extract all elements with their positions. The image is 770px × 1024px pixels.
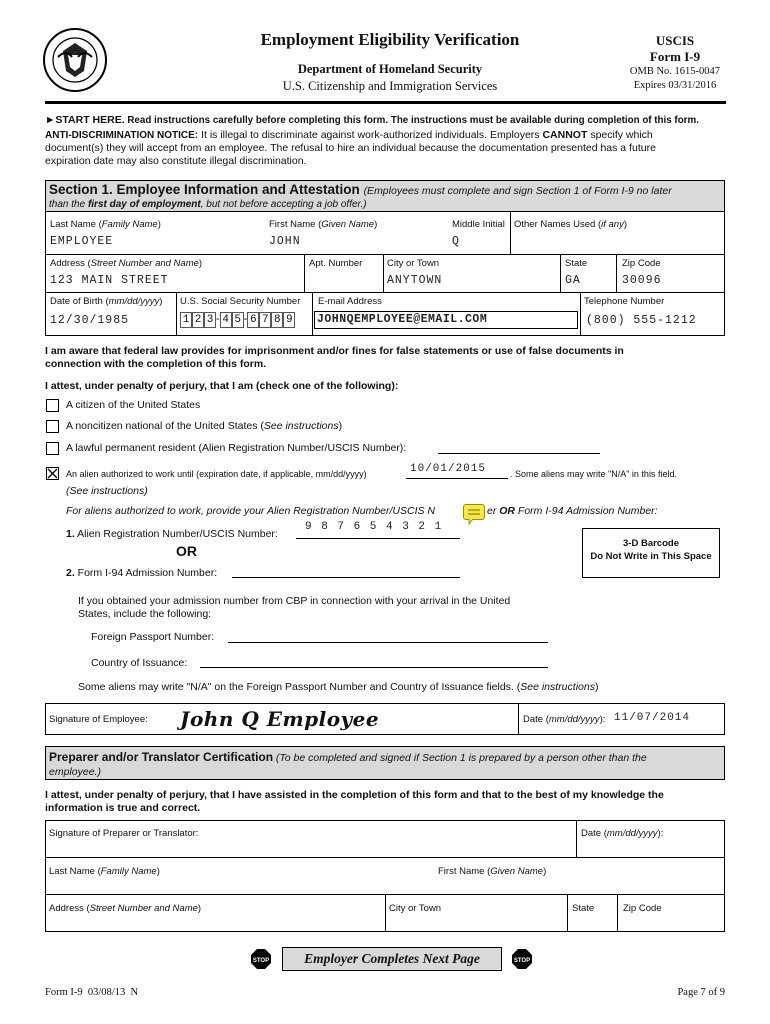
address-label: Address (Street Number and Name)	[50, 258, 203, 269]
zip-field[interactable]: 30096	[622, 274, 662, 287]
preparer-first-name-label: First Name (Given Name)	[438, 866, 547, 877]
email-label: E-mail Address	[318, 296, 382, 307]
preparer-zip-label: Zip Code	[623, 903, 662, 914]
preparer-address-label: Address (Street Number and Name)	[49, 903, 202, 914]
cbp-instruction: If you obtained your admission number from CBP in connection with your arrival in the United States, include the following:	[78, 595, 511, 620]
awareness-statement: I am aware that federal law provides for imprisonment and/or fines for false statements or use of false documents in connection with the completion of this form.	[45, 345, 624, 370]
apt-number-label: Apt. Number	[309, 258, 363, 269]
signature-date-label: Date (mm/dd/yyyy):	[523, 714, 606, 725]
svg-text:STOP: STOP	[252, 958, 270, 964]
address-field[interactable]: 123 MAIN STREET	[50, 274, 169, 287]
attestation-heading: I attest, under penalty of perjury, that I am (check one of the following):	[45, 380, 399, 392]
passport-field[interactable]	[228, 642, 548, 643]
state-label: State	[565, 258, 588, 269]
email-field[interactable]: JOHNQEMPLOYEE@EMAIL.COM	[314, 311, 578, 329]
provide-number-instruction: For aliens authorized to work, provide your Alien Registration Number/USCIS N	[66, 505, 436, 517]
citizen-label: A citizen of the United States	[66, 399, 201, 411]
ssn-digit[interactable]: 7	[259, 312, 271, 328]
first-name-label: First Name (Given Name)	[269, 219, 378, 230]
phone-field[interactable]: (800) 555-1212	[586, 314, 697, 327]
expiration-date-field[interactable]: 10/01/2015	[410, 463, 487, 475]
ssn-digit[interactable]: 5	[232, 312, 244, 328]
provide-number-tail: er OR Form I-94 Admission Number:	[487, 505, 658, 517]
uscis-label: USCIS	[655, 33, 695, 48]
section1-subtitle: (Employees must complete and sign Section 1 of Form I-9 no later	[363, 185, 672, 197]
form-title: Employment Eligibility Verification	[260, 30, 520, 49]
department: Department of Homeland Security	[297, 62, 483, 76]
preparer-attestation: I attest, under penalty of perjury, that I have assisted in the completion of this form and that to the best of my knowledge the information is true and correct.	[45, 789, 664, 814]
barcode-box: 3-D Barcode Do Not Write in This Space	[582, 528, 720, 578]
form-id: Form I-9 03/08/13 N	[45, 987, 139, 998]
state-field[interactable]: GA	[565, 274, 581, 287]
start-here: ►START HERE. Read instructions carefully before completing this form. The instructions must be available during completion of this form.	[45, 114, 699, 126]
signature-date-field[interactable]: 11/07/2014	[614, 712, 691, 724]
preparer-city-label: City or Town	[389, 903, 442, 914]
section1-header: Section 1. Employee Information and Attestation (Employees must complete and sign Section 1 of Form I-9 no later than the first day of employment, but not before accepting a job offer.)	[45, 180, 725, 212]
page-number: Page 7 of 9	[677, 987, 725, 998]
middle-initial-field[interactable]: Q	[452, 235, 460, 248]
ssn-field[interactable]: 1 2 3 - 4 5 - 6 7 8 9	[180, 312, 295, 328]
ssn-digit[interactable]: 8	[271, 312, 283, 328]
expiration: Expires 03/31/2016	[633, 80, 717, 91]
preparer-signature-label: Signature of Preparer or Translator:	[49, 828, 199, 839]
noncitizen-national-checkbox[interactable]	[46, 420, 59, 433]
preparer-state-label: State	[572, 903, 595, 914]
preparer-date-label: Date (mm/dd/yyyy):	[581, 828, 664, 839]
ssn-digit[interactable]: 2	[192, 312, 204, 328]
country-field[interactable]	[200, 667, 548, 668]
preparer-header: Preparer and/or Translator Certification (To be completed and signed if Section 1 is prepared by a person other than the employee.)	[45, 746, 725, 780]
phone-label: Telephone Number	[584, 296, 665, 307]
zip-label: Zip Code	[622, 258, 661, 269]
ssn-digit[interactable]: 3	[204, 312, 216, 328]
permanent-resident-label: A lawful permanent resident (Alien Registration Number/USCIS Number):	[66, 442, 407, 454]
last-name-field[interactable]: EMPLOYEE	[50, 235, 114, 248]
first-name-field[interactable]: JOHN	[269, 235, 301, 248]
ssn-label: U.S. Social Security Number	[180, 296, 301, 307]
form-number: Form I-9	[649, 49, 701, 64]
ssn-digit[interactable]: 1	[180, 312, 192, 328]
city-field[interactable]: ANYTOWN	[387, 274, 443, 287]
country-label: Country of Issuance:	[91, 657, 188, 669]
anti-discrimination-notice: ANTI-DISCRIMINATION NOTICE: It is illegal to discriminate against work-authorized individuals. Employers CANNOT specify which document(s) they will accept from an employee. The refusal to hire an individual because the documentation presented has a future expiration date may also constitute illegal discrimination.	[45, 129, 656, 167]
city-label: City or Town	[387, 258, 440, 269]
citizen-checkbox[interactable]	[46, 399, 59, 412]
na-note: . Some aliens may write "N/A" in this field.	[510, 469, 677, 479]
employer-next-page-banner: Employer Completes Next Page	[282, 947, 502, 971]
employee-signature-label: Signature of Employee:	[49, 714, 148, 725]
alien-authorized-label: An alien authorized to work until (expiration date, if applicable, mm/dd/yyyy)	[66, 469, 367, 479]
checked-x-icon	[47, 468, 58, 479]
preparer-last-name-label: Last Name (Family Name)	[49, 866, 160, 877]
noncitizen-national-label: A noncitizen national of the United States (See instructions)	[66, 420, 343, 432]
other-names-label: Other Names Used (if any)	[514, 219, 628, 230]
employee-signature[interactable]: John Q Employee	[180, 707, 380, 731]
last-name-label: Last Name (Family Name)	[50, 219, 161, 230]
header-divider	[45, 101, 726, 104]
see-instructions: (See instructions)	[66, 485, 148, 497]
ssn-digit[interactable]: 9	[283, 312, 295, 328]
section1-title: Section 1. Employee Information and Attestation	[49, 182, 360, 197]
comment-note-icon[interactable]	[463, 504, 485, 520]
svg-text:STOP: STOP	[513, 958, 531, 964]
stop-icon	[511, 948, 533, 970]
na-passport-note: Some aliens may write "N/A" on the Foreign Passport Number and Country of Issuance fields. (See instructions)	[78, 681, 599, 693]
or-label: OR	[176, 543, 197, 559]
stop-icon	[250, 948, 272, 970]
dob-label: Date of Birth (mm/dd/yyyy)	[50, 296, 163, 307]
middle-initial-label: Middle Initial	[452, 219, 505, 230]
ssn-digit[interactable]: 6	[247, 312, 259, 328]
agency: U.S. Citizenship and Immigration Services	[282, 79, 498, 93]
alien-registration-field[interactable]: 9 8 7 6 5 4 3 2 1	[305, 521, 443, 533]
permanent-resident-checkbox[interactable]	[46, 442, 59, 455]
dhs-seal	[42, 27, 108, 93]
omb-number: OMB No. 1615-0047	[629, 66, 721, 77]
ssn-digit[interactable]: 4	[220, 312, 232, 328]
i94-label: 2. Form I-94 Admission Number:	[66, 567, 218, 579]
alien-authorized-checkbox[interactable]	[46, 467, 59, 480]
dob-field[interactable]: 12/30/1985	[50, 314, 130, 327]
passport-label: Foreign Passport Number:	[91, 631, 215, 643]
alien-registration-label: 1. Alien Registration Number/USCIS Number:	[66, 528, 278, 540]
